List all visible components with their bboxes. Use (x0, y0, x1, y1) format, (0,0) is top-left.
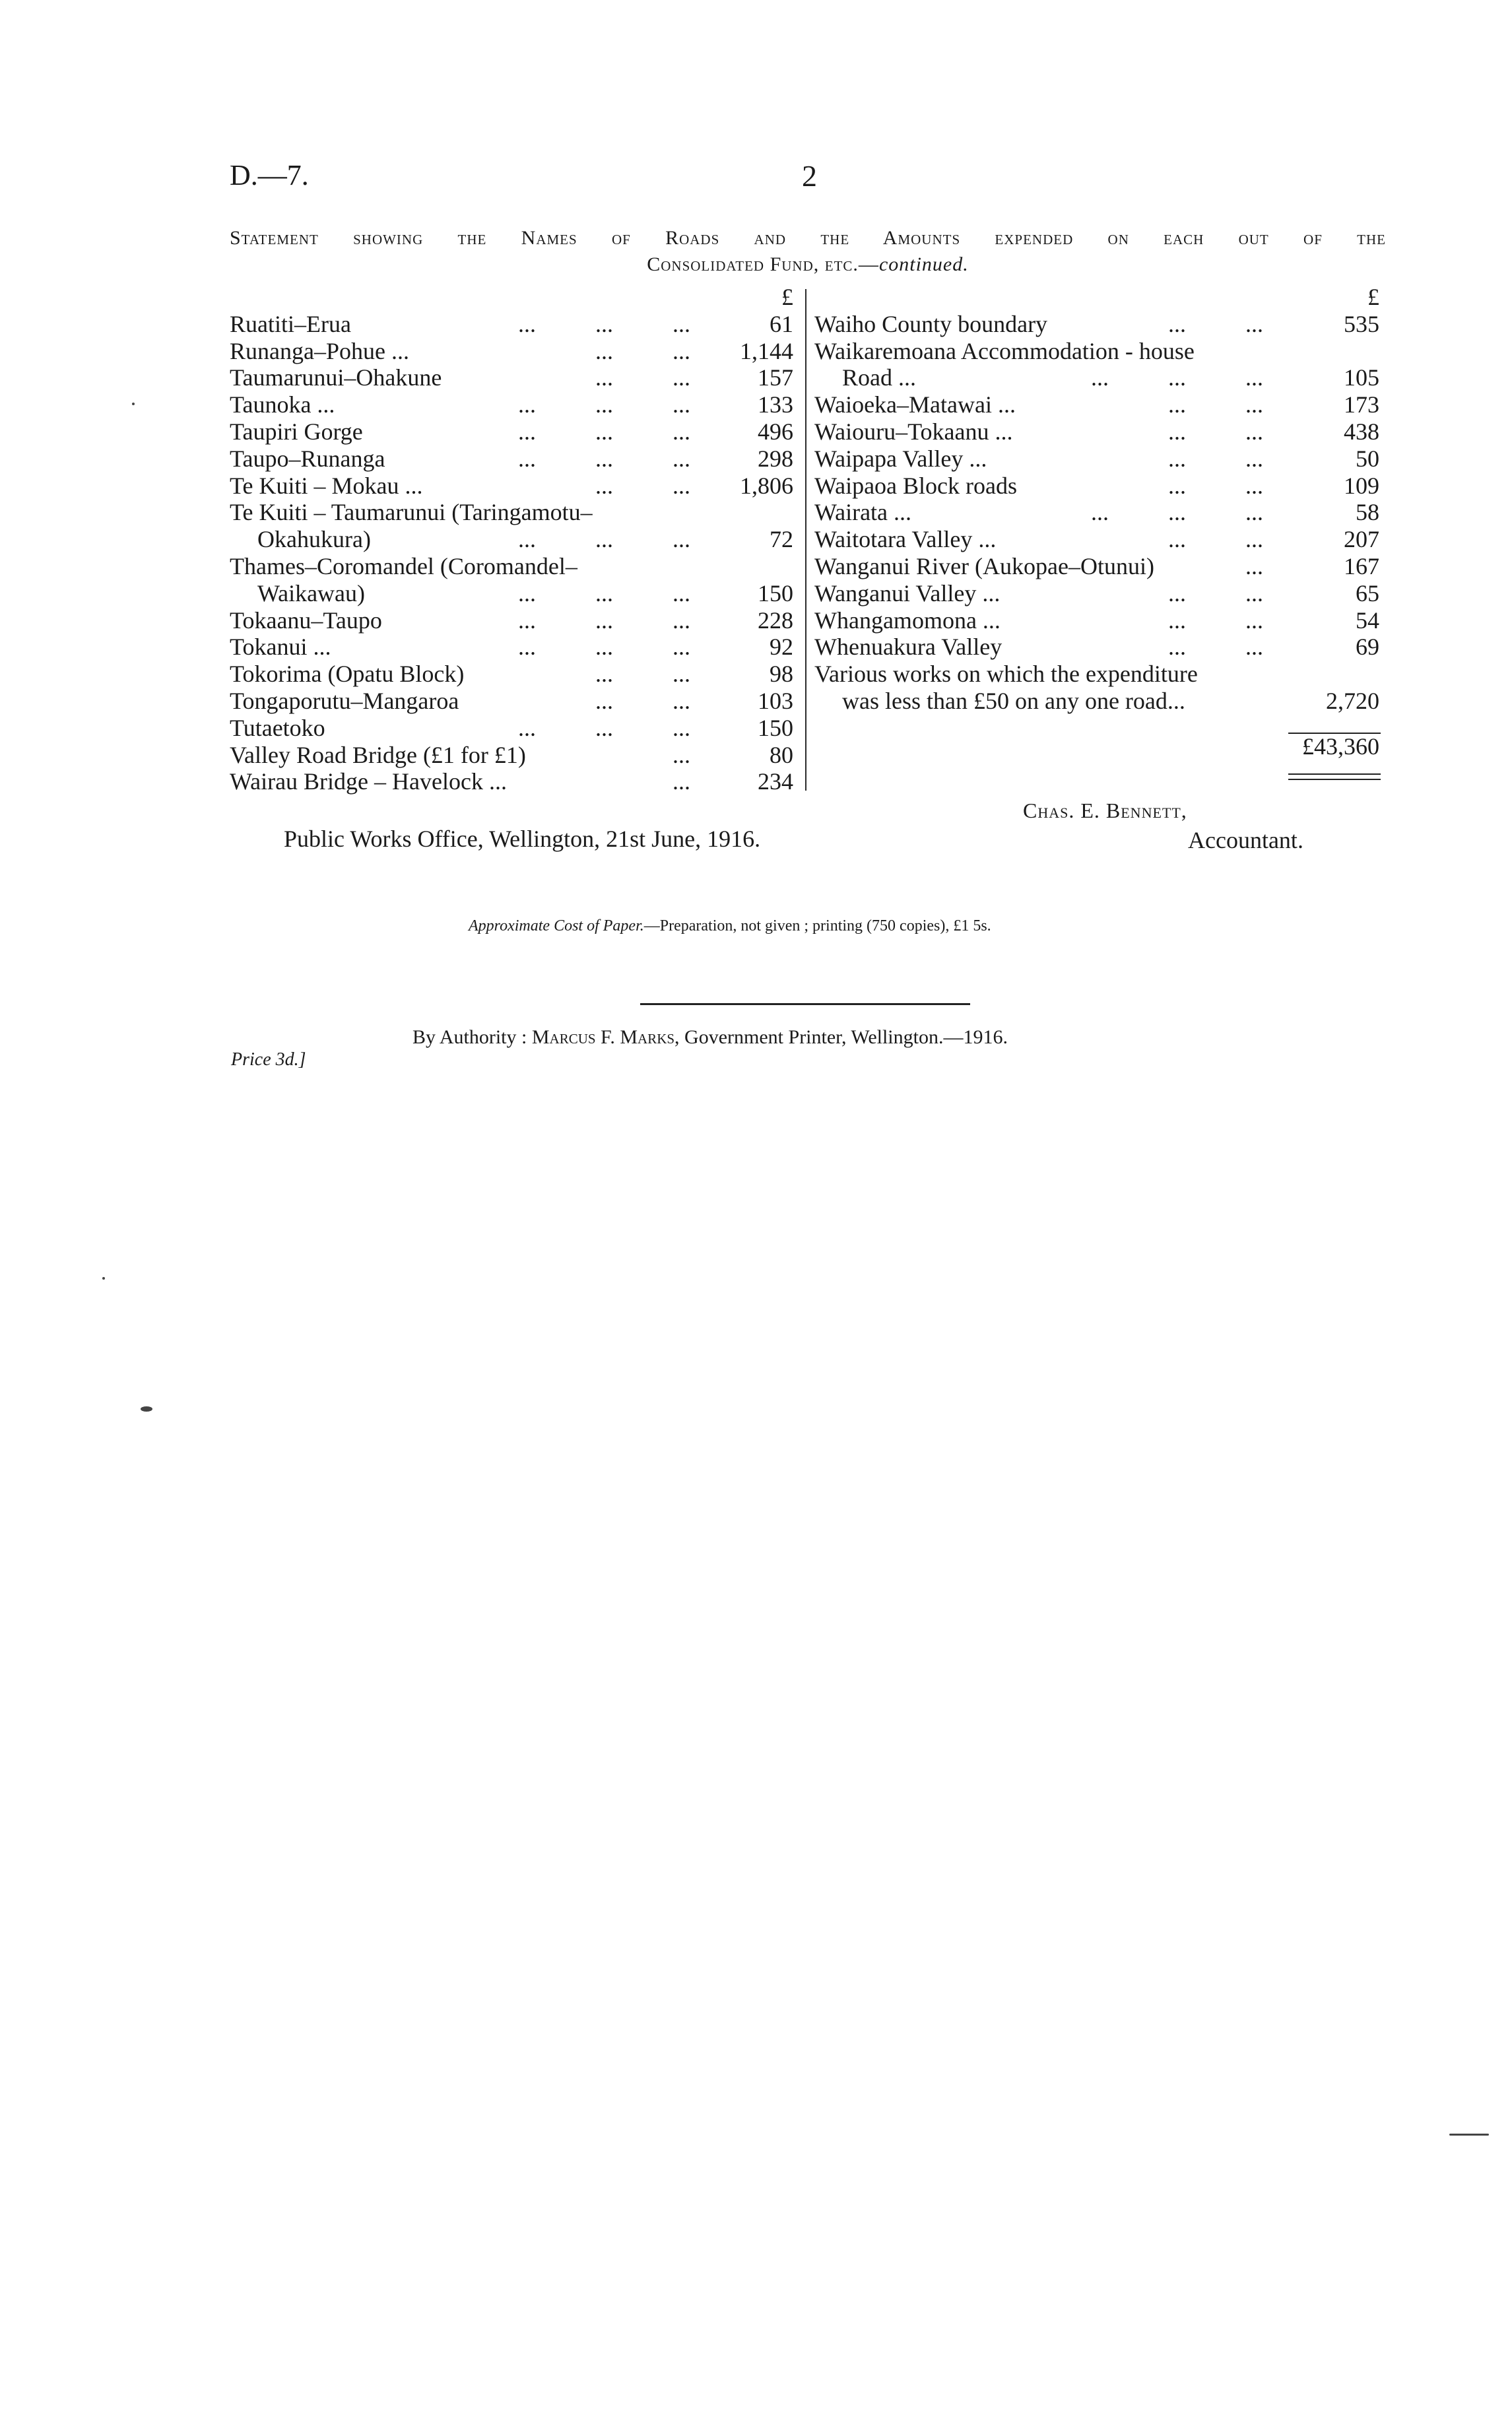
amount: 228 (758, 606, 793, 634)
amount: 54 (1356, 606, 1379, 634)
amount: 50 (1356, 445, 1379, 472)
amount: 234 (758, 768, 793, 795)
road-name: Ruatiti–Erua (230, 310, 351, 337)
left-currency-header (230, 284, 796, 311)
right-row (814, 499, 1382, 526)
printer-name: Marcus F. Marks, (531, 1026, 680, 1048)
approximate-cost-text: —Preparation, not given ; printing (750 copies), £1 5s. (643, 917, 991, 934)
amount: 92 (770, 634, 793, 661)
leader-dots: ... ... (1168, 526, 1263, 553)
road-name: Tokorima (Opatu Block) (230, 661, 465, 688)
road-name: Taumarunui–Ohakune (230, 364, 442, 391)
road-name: Wairata ... (814, 499, 912, 526)
left-row (230, 688, 796, 715)
pound-symbol: £ (781, 284, 793, 310)
right-rows (814, 311, 1382, 715)
right-row (814, 580, 1382, 607)
amount: 150 (758, 579, 793, 606)
left-column (230, 284, 796, 795)
right-row (814, 688, 1382, 715)
amount: 1,806 (740, 472, 793, 499)
road-name: Waiho County boundary (814, 310, 1048, 337)
left-row (230, 580, 796, 607)
leader-dots: ... ... ... (1091, 499, 1263, 526)
leader-dots: ... ... (1168, 606, 1263, 634)
road-name: Waikawau) (257, 579, 366, 606)
leader-dots: ... ... (595, 472, 690, 499)
road-name: Waikaremoana Accommodation - house (814, 337, 1195, 364)
amount: 438 (1344, 418, 1379, 445)
left-row (230, 473, 796, 500)
left-row (230, 634, 796, 661)
road-name: Waipaoa Block roads (814, 472, 1018, 499)
leader-dots: ... ... ... (518, 310, 690, 337)
statement-title-line1: Statement showing the Names of Roads and the Amounts expended on each out of the (230, 227, 1386, 249)
road-name: Taunoka ... (230, 391, 335, 418)
road-name: Various works on which the expenditure (814, 661, 1198, 688)
road-name: Tutaetoko (230, 714, 325, 741)
left-row (230, 661, 796, 688)
right-row (814, 311, 1382, 338)
leader-dots: ... ... ... (518, 606, 690, 634)
amount: 98 (770, 661, 793, 688)
left-row (230, 338, 796, 365)
leader-dots: ... ... ... (518, 579, 690, 606)
right-row (814, 634, 1382, 661)
amount: 496 (758, 418, 793, 445)
road-name: Road ... (842, 364, 916, 391)
road-name: Te Kuiti – Taumarunui (Taringamotu– (230, 499, 593, 526)
right-row (814, 338, 1382, 365)
amount: 535 (1344, 310, 1379, 337)
authority-suffix: Government Printer, Wellington.—1916. (679, 1026, 1008, 1048)
column-divider (805, 289, 806, 791)
leader-dots: ... ... (1168, 310, 1263, 337)
leader-dots: ... ... ... (518, 714, 690, 741)
leader-dots: ... ... ... (518, 445, 690, 472)
page-number: 2 (802, 159, 817, 193)
amount: 80 (770, 741, 793, 768)
amount: 207 (1344, 526, 1379, 553)
grand-total: £43,360 (1302, 733, 1379, 760)
road-name: Wanganui River (Aukopae–Otunui) (814, 552, 1154, 579)
left-row (230, 742, 796, 769)
separator-rule (640, 1003, 970, 1005)
amount: 173 (1344, 391, 1379, 418)
left-row (230, 311, 796, 338)
approximate-cost-label: Approximate Cost of Paper. (469, 917, 644, 934)
leader-dots: ... ... ... (1091, 364, 1263, 391)
leader-dots: ... ... ... (518, 634, 690, 661)
right-row (814, 661, 1382, 688)
title-line2-prefix: Consolidated Fund, etc.— (647, 253, 879, 275)
right-currency-header (814, 284, 1382, 311)
leader-dots: ... ... (1168, 472, 1263, 499)
leader-dots: ... ... ... (518, 391, 690, 418)
amount: 61 (770, 310, 793, 337)
road-name: Taupiri Gorge (230, 418, 363, 445)
road-name: Wairau Bridge – Havelock ... (230, 768, 507, 795)
road-name: Okahukura) (257, 526, 371, 553)
left-rows (230, 311, 796, 795)
leader-dots: ... (673, 741, 690, 768)
leader-dots: ... ... (1168, 391, 1263, 418)
amount: 133 (758, 391, 793, 418)
title-line2-continued: continued. (878, 253, 969, 275)
road-name: Waioeka–Matawai ... (814, 391, 1016, 418)
total-double-rule-top (1288, 773, 1381, 775)
amount: 72 (770, 526, 793, 553)
left-row (230, 364, 796, 391)
road-name: Tongaporutu–Mangaroa (230, 687, 459, 714)
scan-speck (102, 1277, 105, 1280)
road-name: Thames–Coromandel (Coromandel– (230, 552, 577, 579)
right-row (814, 364, 1382, 391)
road-name: Tokaanu–Taupo (230, 606, 382, 634)
road-name: Waitotara Valley ... (814, 526, 997, 553)
right-column (814, 284, 1382, 715)
signer-title: Accountant. (1188, 827, 1303, 853)
left-row (230, 418, 796, 445)
leader-dots: ... ... (1168, 418, 1263, 445)
scan-speck (1449, 2134, 1489, 2136)
left-row (230, 553, 796, 580)
road-name: Valley Road Bridge (£1 for £1) (230, 741, 526, 768)
scan-speck (132, 403, 135, 405)
right-row (814, 526, 1382, 553)
left-row (230, 526, 796, 553)
right-row (814, 607, 1382, 634)
right-row (814, 445, 1382, 473)
signer-name: Chas. E. Bennett, (1023, 799, 1187, 822)
office-date-line: Public Works Office, Wellington, 21st June, 1916. (284, 826, 761, 852)
leader-dots: ... ... (1168, 579, 1263, 606)
leader-dots: ... ... ... (518, 418, 690, 445)
printer-authority (412, 1026, 1008, 1049)
road-name: Whangamomona ... (814, 606, 1001, 634)
right-row (814, 553, 1382, 580)
total-double-rule-bottom (1288, 779, 1381, 780)
authority-prefix: By Authority : (412, 1026, 532, 1048)
statement-title-line2 (230, 253, 1386, 276)
left-row (230, 499, 796, 526)
approximate-cost-note (469, 917, 991, 935)
document-reference: D.—7. (230, 159, 309, 191)
scan-speck (141, 1406, 152, 1412)
amount: 2,720 (1326, 687, 1379, 714)
leader-dots: ... ... (595, 661, 690, 688)
right-row (814, 418, 1382, 445)
amount: 109 (1344, 472, 1379, 499)
road-name: Runanga–Pohue ... (230, 337, 409, 364)
amount: 69 (1356, 634, 1379, 661)
left-row (230, 715, 796, 742)
left-row (230, 445, 796, 473)
amount: 167 (1344, 552, 1379, 579)
right-row (814, 473, 1382, 500)
amount: 105 (1344, 364, 1379, 391)
amount: 1,144 (740, 337, 793, 364)
amount: 58 (1356, 499, 1379, 526)
road-name: Waiouru–Tokaanu ... (814, 418, 1013, 445)
road-name: Waipapa Valley ... (814, 445, 987, 472)
leader-dots: ... ... ... (518, 526, 690, 553)
road-name: Wanganui Valley ... (814, 579, 1001, 606)
left-row (230, 768, 796, 795)
price: Price 3d.] (231, 1049, 306, 1070)
right-row (814, 391, 1382, 418)
amount: 103 (758, 687, 793, 714)
leader-dots: ... ... (1168, 634, 1263, 661)
amount: 157 (758, 364, 793, 391)
road-name: was less than £50 on any one road... (842, 687, 1185, 714)
pound-symbol: £ (1367, 284, 1379, 310)
leader-dots: ... (673, 768, 690, 795)
road-name: Whenuakura Valley (814, 634, 1003, 661)
left-row (230, 391, 796, 418)
road-name: Taupo–Runanga (230, 445, 385, 472)
amount: 298 (758, 445, 793, 472)
amount: 65 (1356, 579, 1379, 606)
left-row (230, 607, 796, 634)
leader-dots: ... ... (595, 364, 690, 391)
road-name: Tokanui ... (230, 634, 331, 661)
leader-dots: ... ... (595, 687, 690, 714)
leader-dots: ... ... (1168, 445, 1263, 472)
road-name: Te Kuiti – Mokau ... (230, 472, 423, 499)
amount: 150 (758, 714, 793, 741)
leader-dots: ... ... (595, 337, 690, 364)
leader-dots: ... (1245, 552, 1263, 579)
